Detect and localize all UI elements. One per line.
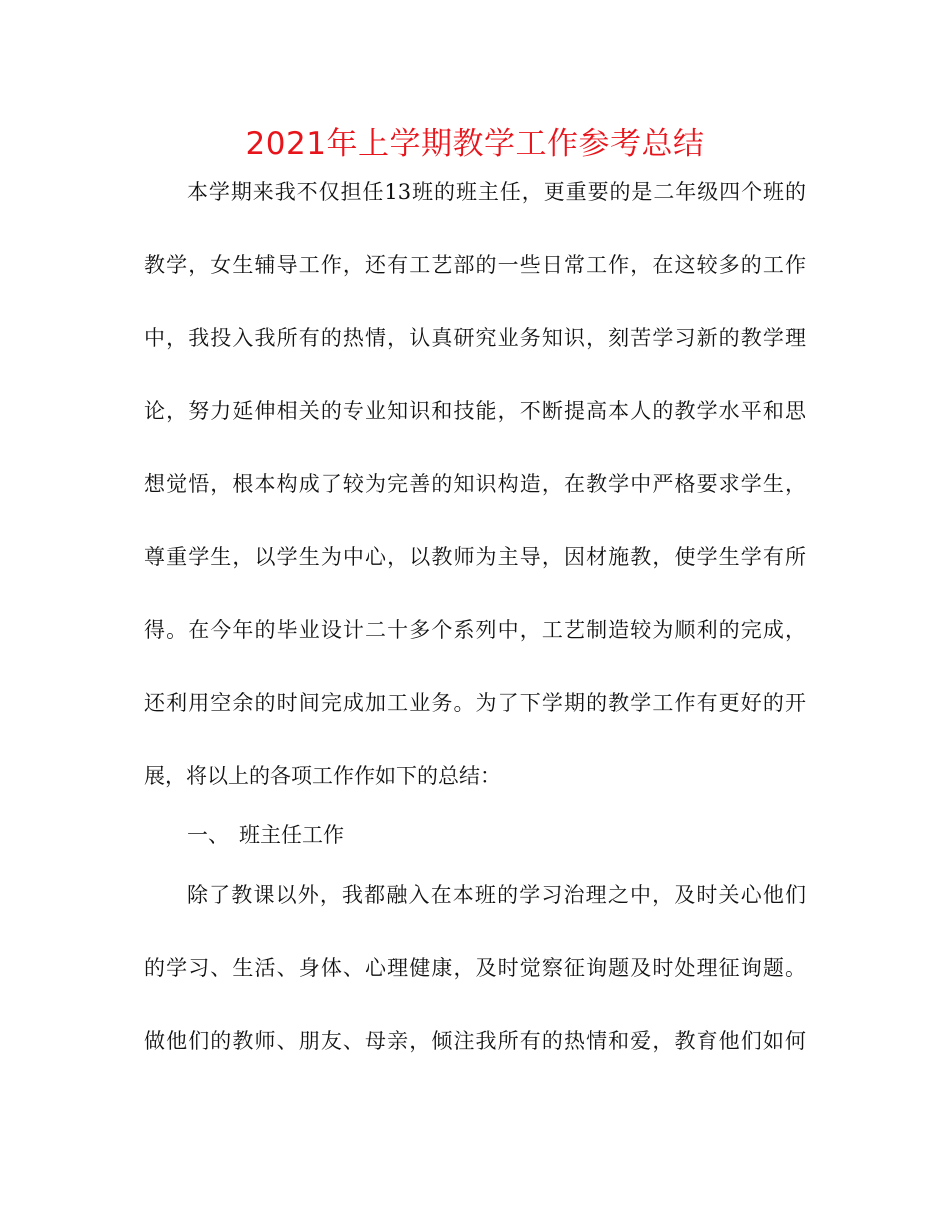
paragraph-line: 尊重学生，以学生为中心，以教师为主导，因材施教，使学生学有所 — [144, 545, 806, 569]
paragraph-line: 还利用空余的时间完成加工业务。为了下学期的教学工作有更好的开 — [144, 691, 806, 715]
paragraph-line: 想觉悟，根本构成了较为完善的知识构造，在教学中严格要求学生， — [144, 472, 806, 496]
paragraph-line: 展，将以上的各项工作作如下的总结： — [144, 764, 501, 788]
paragraph-line: 做他们的教师、朋友、母亲，倾注我所有的热情和爱，教育他们如何 — [144, 1029, 806, 1053]
paragraph-line: 论，努力延伸相关的专业知识和技能，不断提高本人的教学水平和思 — [144, 399, 806, 423]
section-heading — [187, 820, 344, 850]
paragraph-line: 得。在今年的毕业设计二十多个系列中，工艺制造较为顺利的完成， — [144, 618, 806, 642]
document-title: 2021年上学期教学工作参考总结 — [245, 126, 705, 162]
paragraph-line: 教学，女生辅导工作，还有工艺部的一些日常工作，在这较多的工作 — [144, 253, 806, 277]
paragraph-line: 本学期来我不仅担任13班的班主任，更重要的是二年级四个班的 — [187, 180, 806, 204]
paragraph-line: 中，我投入我所有的热情，认真研究业务知识，刻苦学习新的教学理 — [144, 326, 806, 350]
paragraph-line: 的学习、生活、身体、心理健康，及时觉察征询题及时处理征询题。 — [144, 956, 806, 980]
section-heading-text: 班主任工作 — [239, 823, 344, 847]
paragraph-line: 除了教课以外，我都融入在本班的学习治理之中，及时关心他们 — [187, 883, 806, 907]
section-number: 一、 — [187, 823, 229, 847]
